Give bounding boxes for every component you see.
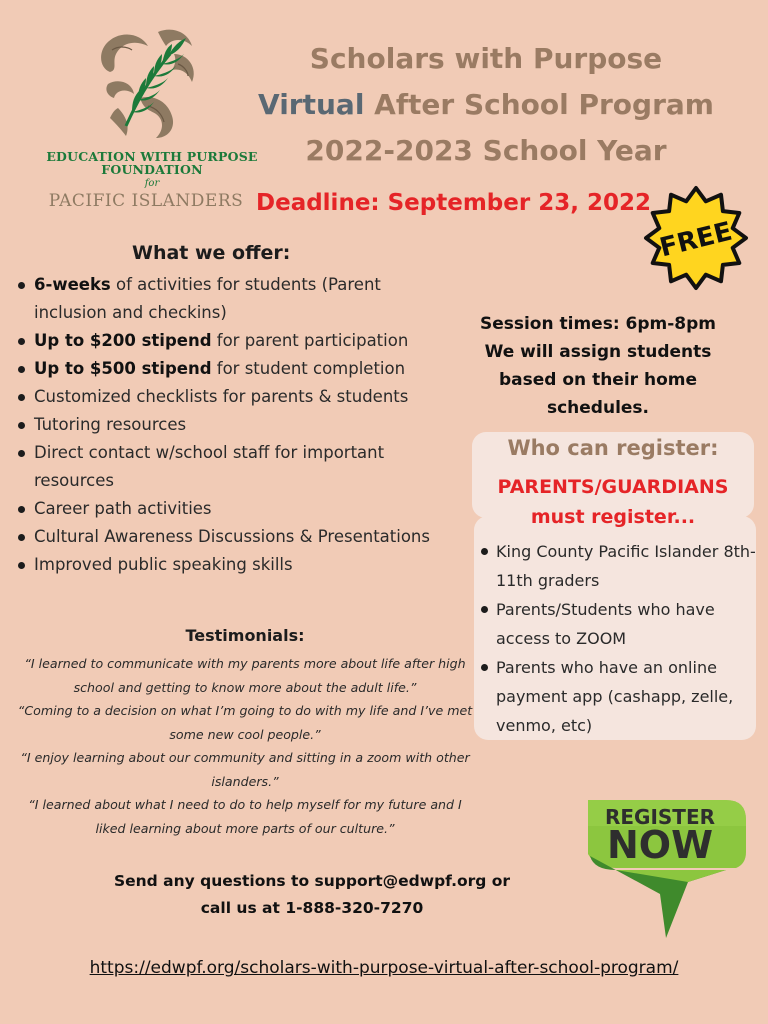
contact-email-line: Send any questions to support@edwpf.org or bbox=[113, 872, 511, 890]
who-heading: Who can register: bbox=[507, 436, 719, 460]
who-notice bbox=[466, 472, 760, 532]
offer-item-bold: Up to $500 stipend bbox=[34, 359, 212, 378]
offer-item-text: Tutoring resources bbox=[34, 415, 187, 434]
offer-item bbox=[14, 495, 454, 523]
session-assign-text: We will assign students based on their home schedules. bbox=[484, 342, 712, 418]
offer-item-text: for parent participation bbox=[211, 331, 409, 350]
page-title bbox=[240, 36, 732, 174]
offer-item-text: Career path activities bbox=[34, 499, 212, 518]
contact-phone-line: call us at 1-888-320-7270 bbox=[200, 899, 424, 917]
offer-item bbox=[14, 551, 454, 579]
offer-item bbox=[14, 411, 454, 439]
session-times bbox=[456, 310, 740, 422]
free-badge-icon bbox=[640, 184, 752, 292]
who-item: Parents who have an online payment app (cashapp, zelle, venmo, etc) bbox=[476, 653, 760, 740]
testimonial-quote: “Coming to a decision on what I’m going to do with my life and I’ve met some new cool people.” bbox=[17, 703, 473, 742]
offer-item-bold: Up to $200 stipend bbox=[34, 331, 212, 350]
logo-org-line1: EDUCATION WITH PURPOSE bbox=[46, 149, 258, 164]
offer-item-text: of activities for students (Parent inclusion and checkins) bbox=[34, 275, 381, 322]
who-notice-line2: must register... bbox=[530, 506, 696, 528]
offer-item bbox=[14, 355, 454, 383]
session-times-line: Session times: 6pm-8pm bbox=[479, 314, 717, 334]
deadline-text: Deadline: September 23, 2022 bbox=[256, 190, 651, 216]
offer-list bbox=[14, 271, 454, 579]
offer-item-text: for student completion bbox=[211, 359, 406, 378]
who-item: Parents/Students who have access to ZOOM bbox=[476, 595, 760, 653]
free-badge-text: FREE bbox=[656, 216, 736, 264]
contact-info bbox=[90, 868, 534, 922]
testimonial-quote: “I learned to communicate with my parents more about life after high school and getting to know more about the adult life.” bbox=[24, 656, 466, 695]
logo-for-text: for bbox=[144, 178, 160, 189]
who-item: King County Pacific Islander 8th-11th graders bbox=[476, 537, 760, 595]
title-line-2 bbox=[240, 82, 732, 128]
register-now-button[interactable] bbox=[576, 796, 748, 938]
offer-item bbox=[14, 439, 454, 495]
foundation-logo-icon bbox=[88, 24, 204, 142]
now-text: NOW bbox=[606, 823, 714, 867]
register-text: REGISTER bbox=[604, 805, 716, 829]
title-virtual-word: Virtual bbox=[258, 88, 365, 121]
program-url-link[interactable]: https://edwpf.org/scholars-with-purpose-virtual-after-school-program/ bbox=[89, 958, 679, 978]
offer-item-text: Direct contact w/school staff for important resources bbox=[34, 443, 385, 490]
testimonial-quote: “I enjoy learning about our community and sitting in a zoom with other islanders.” bbox=[20, 750, 470, 789]
offer-item-bold: 6-weeks bbox=[34, 275, 111, 294]
offer-item bbox=[14, 523, 454, 551]
title-line-1: Scholars with Purpose bbox=[309, 42, 663, 75]
who-list bbox=[476, 537, 760, 740]
testimonial-quote: “I learned about what I need to do to help myself for my future and I liked learning about more parts of our culture.” bbox=[28, 797, 462, 836]
offer-heading: What we offer: bbox=[132, 242, 291, 264]
offer-item-text: Customized checklists for parents & students bbox=[34, 387, 409, 406]
logo-region-text: PACIFIC ISLANDERS bbox=[48, 191, 244, 211]
who-notice-line1: PARENTS/GUARDIANS bbox=[497, 476, 729, 498]
offer-item bbox=[14, 327, 454, 355]
logo-org-line2: FOUNDATION bbox=[101, 162, 203, 177]
title-line-2-rest: After School Program bbox=[364, 88, 714, 121]
testimonials-body bbox=[14, 652, 476, 840]
testimonials-heading: Testimonials: bbox=[185, 626, 305, 645]
offer-item bbox=[14, 383, 454, 411]
offer-item bbox=[14, 271, 454, 327]
title-line-3: 2022-2023 School Year bbox=[305, 134, 667, 167]
logo-org-name bbox=[40, 150, 264, 176]
offer-item-text: Improved public speaking skills bbox=[34, 555, 293, 574]
offer-item-text: Cultural Awareness Discussions & Presentations bbox=[34, 527, 430, 546]
